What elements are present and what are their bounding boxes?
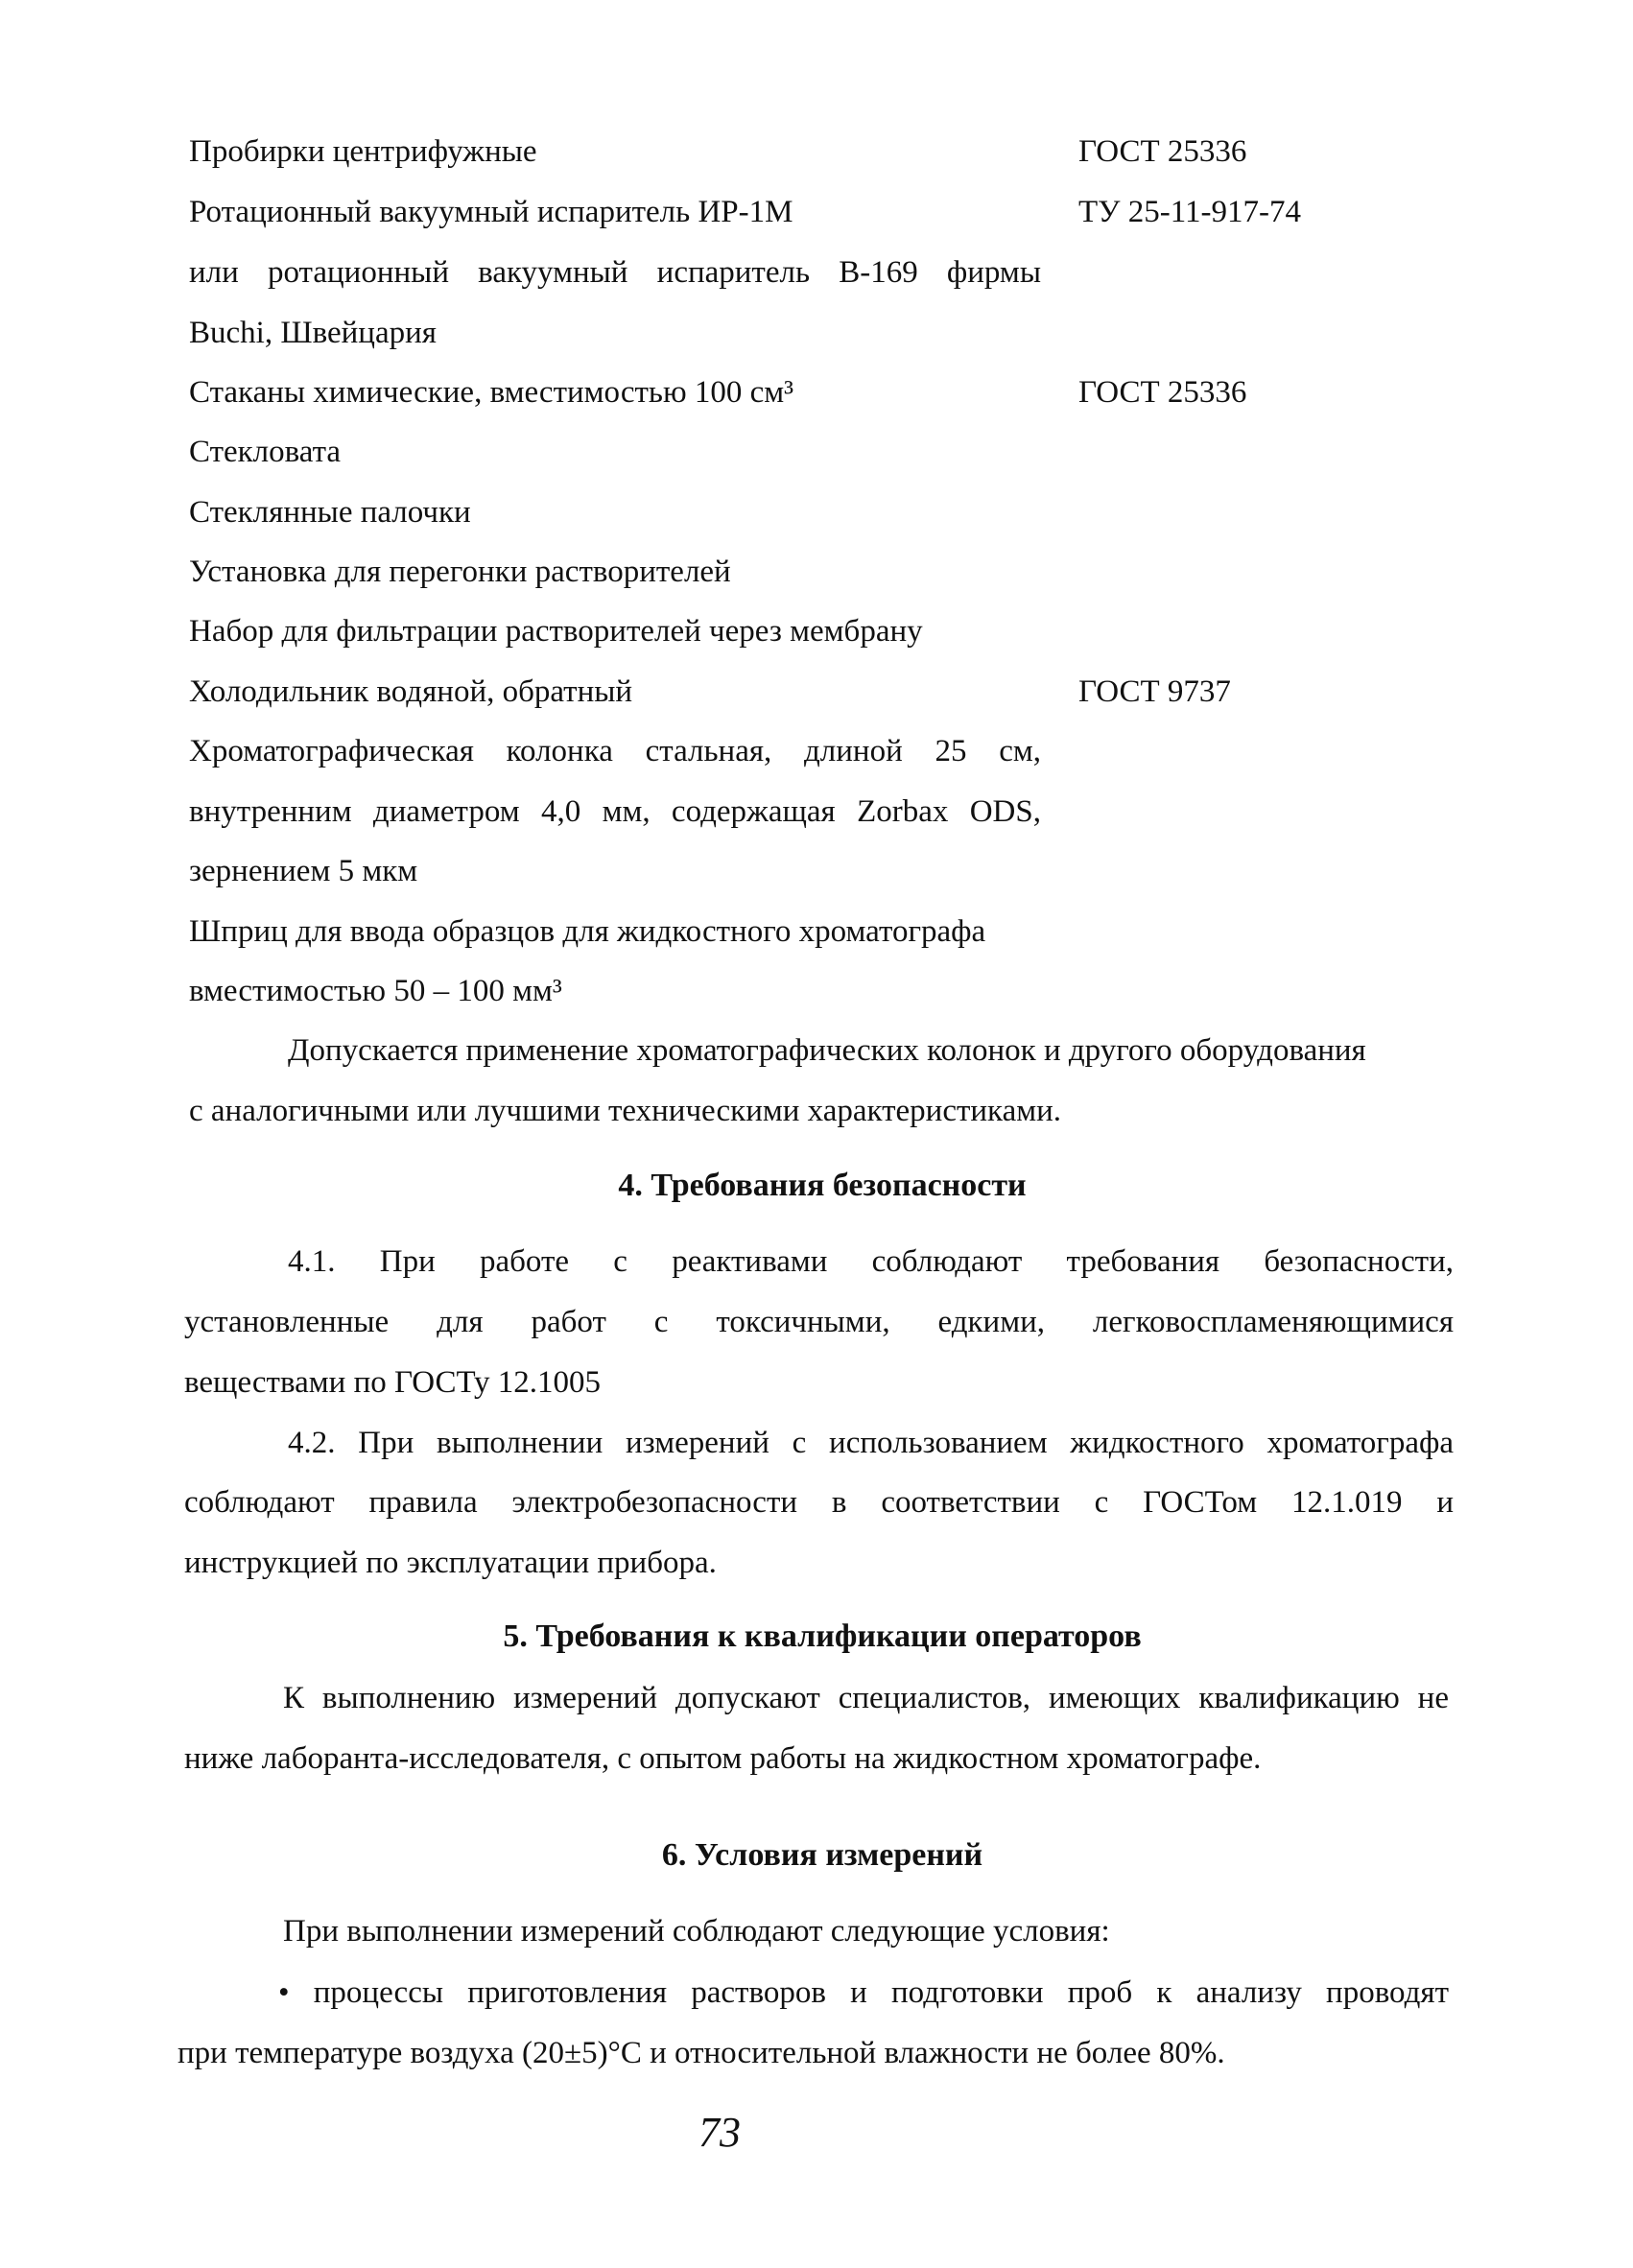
equipment-item-name: или ротационный вакуумный испаритель В-169 фирмы	[189, 255, 1041, 290]
equipment-item-standard: ТУ 25-11-917-74	[1078, 195, 1302, 229]
equipment-item-name: зернением 5 мкм	[189, 854, 418, 888]
paragraph-line: 4.1. При работе с реактивами соблюдают требования безопасности,	[288, 1244, 1454, 1279]
equipment-item-name: Buchi, Швейцария	[189, 316, 437, 350]
paragraph-line: веществами по ГОСТу 12.1005	[184, 1365, 601, 1400]
section-6-intro: При выполнении измерений соблюдают следующие условия:	[283, 1914, 1110, 1949]
equipment-item-name: внутренним диаметром 4,0 мм, содержащая Zorbax ODS,	[189, 794, 1041, 829]
note-line: с аналогичными или лучшими техническими характеристиками.	[189, 1094, 1062, 1128]
section-4-title: 4. Требования безопасности	[618, 1168, 1027, 1203]
bullet-line: • процессы приготовления растворов и подготовки проб к анализу проводят	[278, 1975, 1449, 2010]
paragraph-line: ниже лаборанта-исследователя, с опытом работы на жидкостном хроматографе.	[184, 1741, 1262, 1776]
paragraph-line: К выполнению измерений допускают специалистов, имеющих квалификацию не	[283, 1681, 1449, 1715]
paragraph-line: установленные для работ с токсичными, едкими, легковоспламеняющимися	[184, 1305, 1454, 1339]
equipment-item-name: Стеклянные палочки	[189, 495, 471, 530]
equipment-item-name: Установка для перегонки растворителей	[189, 555, 731, 589]
equipment-item-name: Набор для фильтрации растворителей через мембрану	[189, 614, 923, 649]
equipment-item-name: Холодильник водяной, обратный	[189, 674, 633, 709]
bullet-line: при температуре воздуха (20±5)°С и относительной влажности не более 80%.	[178, 2036, 1225, 2070]
page-number: 73	[698, 2109, 741, 2156]
note-line: Допускается применение хроматографических колонок и другого оборудования	[288, 1033, 1366, 1068]
paragraph-line: соблюдают правила электробезопасности в соответствии с ГОСТом 12.1.019 и	[184, 1485, 1454, 1520]
paragraph-line: инструкцией по эксплуатации прибора.	[184, 1546, 717, 1580]
equipment-item-standard: ГОСТ 25336	[1078, 375, 1247, 410]
equipment-item-name: Стаканы химические, вместимостью 100 см³	[189, 375, 794, 410]
equipment-item-standard: ГОСТ 25336	[1078, 134, 1247, 169]
equipment-item-name: Шприц для ввода образцов для жидкостного хроматографа	[189, 914, 986, 949]
equipment-item-name: вместимостью 50 – 100 мм³	[189, 974, 562, 1008]
equipment-item-name: Хроматографическая колонка стальная, длиной 25 см,	[189, 734, 1041, 768]
section-5-title: 5. Требования к квалификации операторов	[503, 1618, 1142, 1654]
section-6-title: 6. Условия измерений	[661, 1837, 983, 1873]
equipment-item-name: Ротационный вакуумный испаритель ИР-1М	[189, 195, 793, 229]
paragraph-line: 4.2. При выполнении измерений с использованием жидкостного хроматографа	[288, 1426, 1454, 1460]
equipment-item-standard: ГОСТ 9737	[1078, 674, 1231, 709]
equipment-item-name: Стекловата	[189, 435, 342, 469]
equipment-item-name: Пробирки центрифужные	[189, 134, 537, 169]
